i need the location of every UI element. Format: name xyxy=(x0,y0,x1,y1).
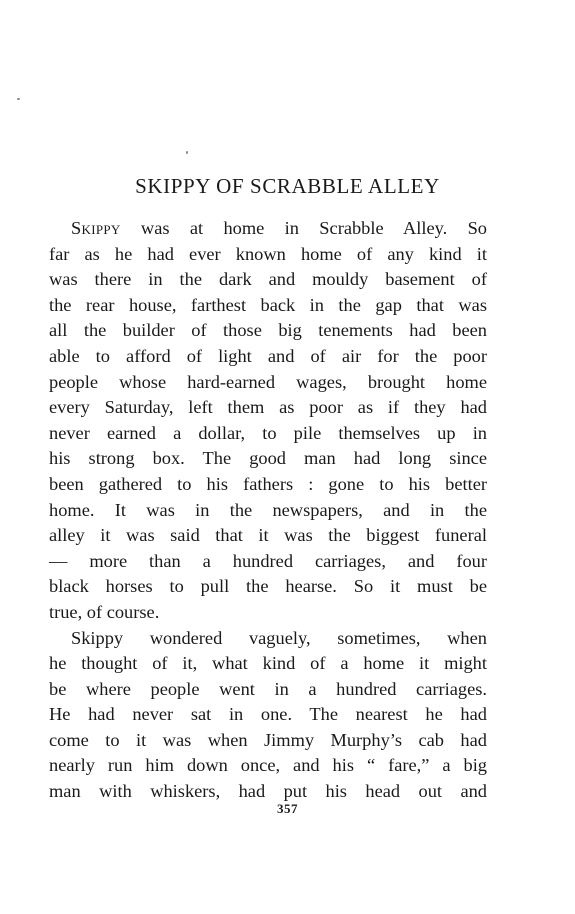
text-line: be where people went in a hundred carriages. xyxy=(49,678,487,699)
chapter-title: SKIPPY OF SCRABBLE ALLEY xyxy=(135,174,440,198)
text-line: was there in the dark and mouldy basement of xyxy=(49,269,487,290)
page-number: 357 xyxy=(277,801,298,816)
text-line: true, of course. xyxy=(49,601,160,622)
text-line: far as he had ever known home of any kind it xyxy=(49,243,487,264)
text-line: every Saturday, left them as poor as if they had xyxy=(49,397,487,418)
body-text xyxy=(49,216,487,805)
text-line: come to it was when Jimmy Murphy’s cab had xyxy=(49,729,487,750)
text-line: Skippy was at home in Scrabble Alley. So xyxy=(71,218,487,238)
text-line: black horses to pull the hearse. So it must be xyxy=(49,576,487,597)
text-line: the rear house, farthest back in the gap that was xyxy=(49,294,487,315)
print-speck xyxy=(186,151,188,154)
text-line: he thought of it, what kind of a home it might xyxy=(49,653,487,674)
text-line: — more than a hundred carriages, and four xyxy=(49,550,487,571)
text-line: all the builder of those big tenements had been xyxy=(49,320,487,341)
print-speck xyxy=(17,98,20,100)
text-line: been gathered to his fathers : gone to his better xyxy=(49,473,487,494)
text-line: He had never sat in one. The nearest he had xyxy=(49,704,487,725)
lead-word: Skippy xyxy=(71,218,121,238)
text-line: his strong box. The good man had long since xyxy=(49,448,487,469)
text-line: alley it was said that it was the biggest funeral xyxy=(49,525,487,546)
text-line: home. It was in the newspapers, and in the xyxy=(49,499,487,520)
text-line: able to afford of light and of air for the poor xyxy=(49,345,487,366)
text-line: man with whiskers, had put his head out and xyxy=(49,781,487,802)
text-line: never earned a dollar, to pile themselves up in xyxy=(49,422,487,443)
text-line: nearly run him down once, and his “ fare,” a big xyxy=(49,755,487,776)
text-line: Skippy wondered vaguely, sometimes, when xyxy=(71,627,487,648)
text-line: people whose hard-earned wages, brought home xyxy=(49,371,487,392)
